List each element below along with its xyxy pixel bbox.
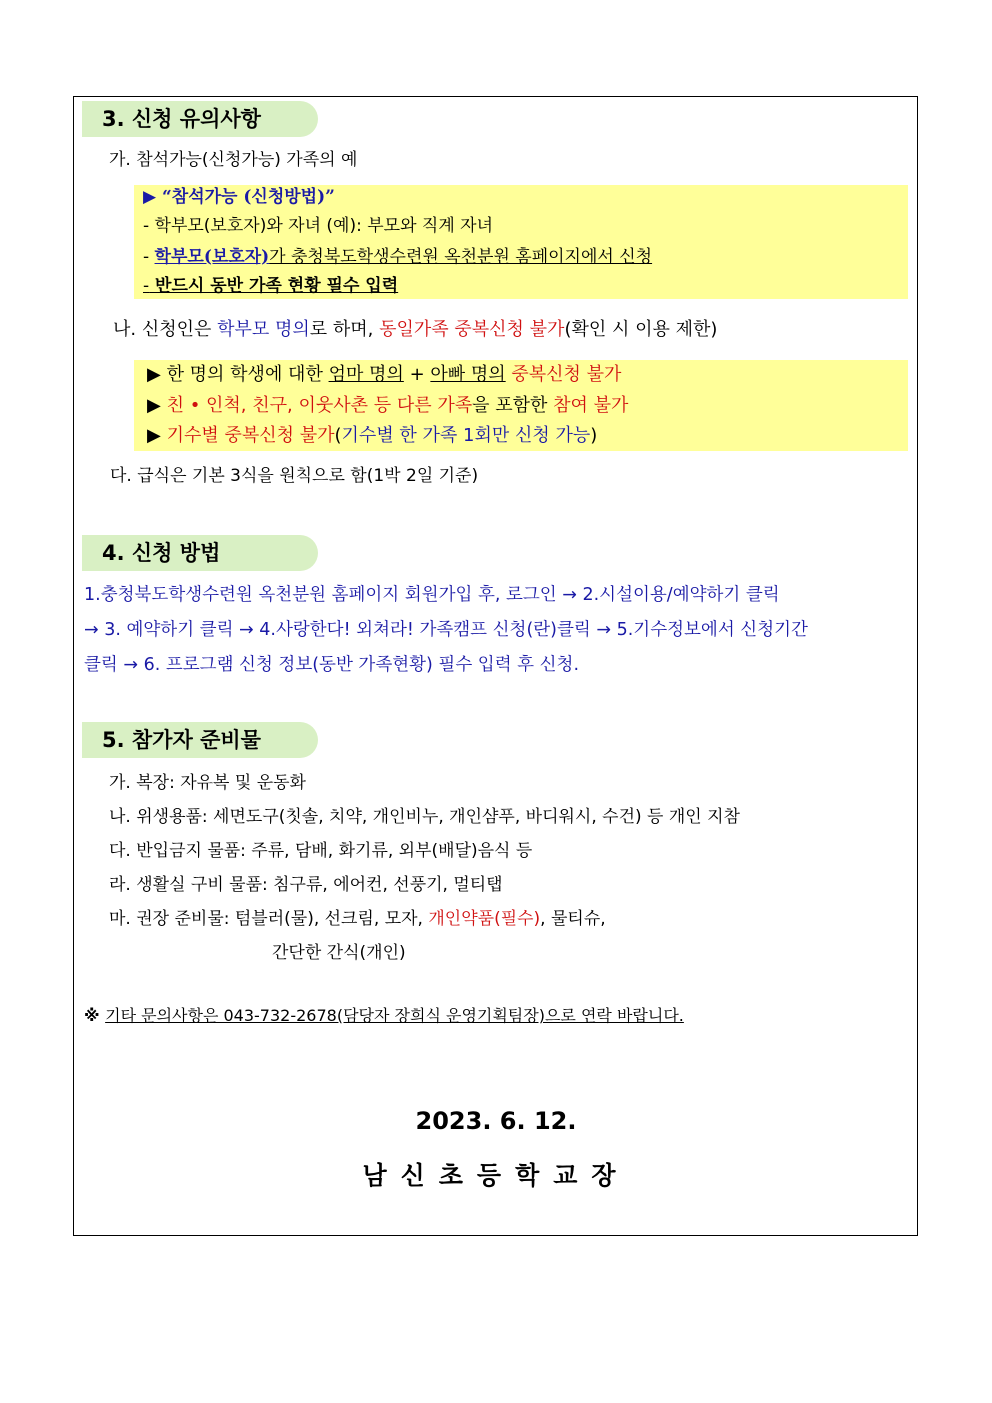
box1-line2-rest: 가 충청북도학생수련원 옥천분원 홈페이지에서 신청: [269, 247, 653, 267]
box2-row3: [147, 424, 597, 448]
section5-item-ra: 라. 생활실 구비 물품: 침구류, 에어컨, 선풍기, 멀티탭: [109, 875, 503, 895]
section5-item-ga: 가. 복장: 자유복 및 운동화: [109, 773, 306, 793]
box2-row2: [147, 394, 628, 418]
box2-r1-a: ▶ 한 명의 학생에 대한: [147, 364, 329, 385]
box2-r3-open: (: [334, 425, 342, 446]
na-parent-name: 학부모 명의: [217, 319, 310, 340]
box2-r1-mother: 엄마 명의: [328, 364, 404, 385]
section4-title: 4. 신청 방법: [82, 535, 318, 571]
box1-heading: ▶ “참석가능 (신청방법)”: [143, 187, 335, 207]
section3-title: 3. 신청 유의사항: [82, 101, 318, 137]
box2-r2-others: 친 • 인척, 친구, 이웃사촌 등 다른 가족: [166, 395, 473, 416]
ma-medicine: 개인약품(필수): [428, 909, 541, 929]
note-text: 기타 문의사항은 043-732-2678(담당자 장희식 운영기획팀장)으로 연락 바랍니다.: [105, 1006, 684, 1025]
section3-item-na: [113, 318, 717, 342]
section3-item-ga: 가. 참석가능(신청가능) 가족의 예: [109, 150, 358, 170]
section5-item-ma: [109, 907, 606, 931]
box1-line2: [143, 245, 652, 269]
box2-r2-c: 을 포함한: [472, 395, 554, 416]
box1-line1: - 학부모(보호자)와 자녀 (예): 부모와 직계 자녀: [143, 216, 493, 236]
section5-item-ma-cont: 간단한 간식(개인): [272, 943, 406, 963]
ma-suffix: , 물티슈,: [540, 909, 606, 929]
box1-line2-dash: -: [143, 247, 155, 267]
na-suffix: (확인 시 이용 제한): [564, 319, 718, 340]
box1-line3-text: 반드시 동반 가족 현황 필수 입력: [149, 276, 399, 296]
section4-step-line1: 1.충청북도학생수련원 옥천분원 홈페이지 회원가입 후, 로그인 → 2.시설이용/예약하기 클릭: [84, 585, 780, 605]
section3-item-da: 다. 급식은 기본 3식을 원칙으로 함(1박 2일 기준): [110, 466, 479, 486]
section4-step-line3: 클릭 → 6. 프로그램 신청 정보(동반 가족현황) 필수 입력 후 신청.: [84, 655, 580, 675]
box2-r3-close: ): [590, 425, 598, 446]
na-prefix: 나. 신청인은: [113, 319, 218, 340]
note-mark: ※: [84, 1006, 106, 1025]
box1-line3: [143, 274, 398, 298]
box2-row1: [147, 363, 621, 387]
section5-title: 5. 참가자 준비물: [82, 722, 318, 758]
na-duplicate-warning: 동일가족 중복신청 불가: [379, 319, 565, 340]
box2-r3-once: 기수별 한 가족 1회만 신청 가능: [341, 425, 591, 446]
section4-step-line2: → 3. 예약하기 클릭 → 4.사랑한다! 외쳐라! 가족캠프 신청(란)클릭 → 5.기수정보에서 신청기간: [84, 620, 808, 640]
section5-item-da: 다. 반입금지 물품: 주류, 담배, 화기류, 외부(배달)음식 등: [109, 841, 533, 861]
school-signature: 남신초등학교장: [362, 1161, 630, 1190]
section5-item-na: 나. 위생용품: 세면도구(칫솔, 치약, 개인비누, 개인샴푸, 바디워시, 수건) 등 개인 지참: [109, 807, 740, 827]
ma-prefix: 마. 권장 준비물: 텀블러(물), 선크림, 모자,: [109, 909, 429, 929]
box1-line2-guardian: 학부모(보호자): [154, 247, 270, 267]
box2-r1-plus: +: [403, 364, 431, 385]
box2-r1-no-dup: 중복신청 불가: [511, 364, 622, 385]
box2-r2-no-join: 참여 불가: [553, 395, 629, 416]
box2-r1-father: 아빠 명의: [430, 364, 506, 385]
na-mid: 로 하며,: [309, 319, 380, 340]
box2-r3-no-dup: 기수별 중복신청 불가: [166, 425, 335, 446]
document-date: 2023. 6. 12.: [415, 1107, 577, 1135]
box2-r2-a: ▶: [147, 395, 167, 416]
box1-line3-dash: -: [143, 276, 150, 296]
box2-r3-a: ▶: [147, 425, 167, 446]
contact-note: [84, 1004, 684, 1028]
